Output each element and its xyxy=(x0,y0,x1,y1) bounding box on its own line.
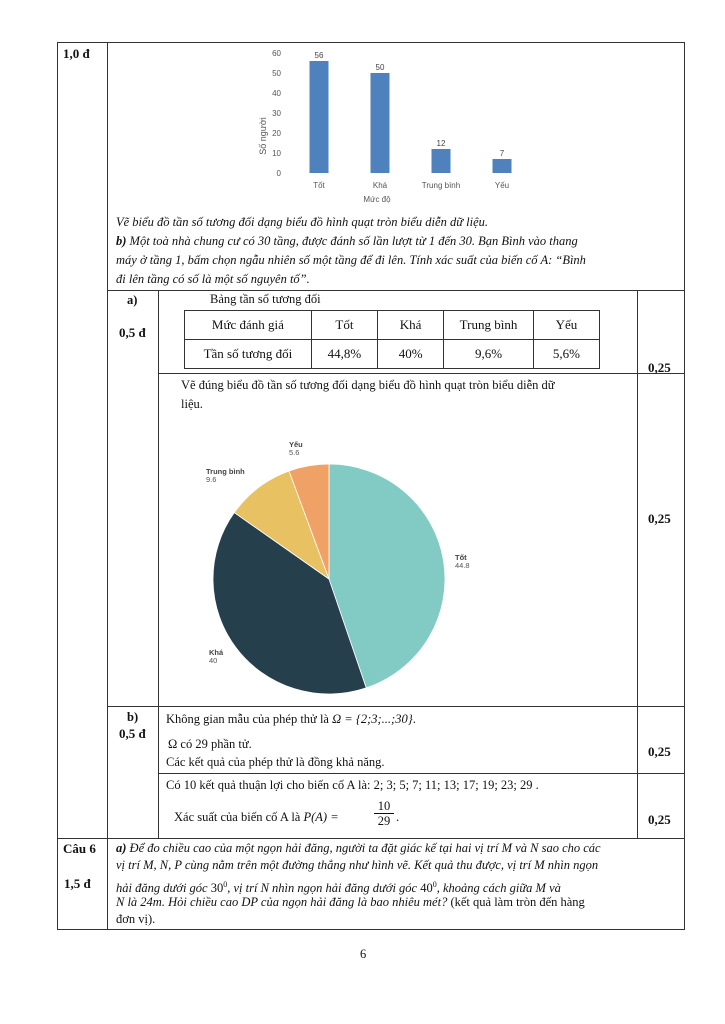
part-b-line2: máy ở tầng 1, bấm chọn ngẫu nhiên số một tầng để đi lên. Tính xác suất của biến cố A: “Bình xyxy=(116,253,586,267)
pie-label-value: 9.6 xyxy=(206,475,217,484)
part-b-text1: Một toà nhà chung cư có 30 tầng, được đánh số lần lượt từ 1 đến 30. Bạn Bình vào thang xyxy=(126,234,578,248)
freq-header-4: Yếu xyxy=(533,311,599,340)
score-pie: 0,25 xyxy=(648,511,671,526)
cau6-line1 xyxy=(116,841,601,856)
answer-b-line5-text: Xác suất của biến cố A là xyxy=(174,810,304,824)
bar-ytick-label: 20 xyxy=(272,129,281,138)
bar-ytick-label: 50 xyxy=(272,69,281,78)
freq-value-2: 40% xyxy=(378,340,444,369)
cau6-line4 xyxy=(116,895,585,910)
pie-label-value: 44.8 xyxy=(455,561,470,570)
answer-b-line1-end: . xyxy=(412,712,416,726)
pie-label-name: Tốt xyxy=(455,553,467,562)
answer-b-line2-text: có 29 phần tử. xyxy=(177,737,252,751)
score-b2: 0,25 xyxy=(648,812,671,827)
answer-b-line1-text: Không gian mẫu của phép thử là xyxy=(166,712,333,726)
bar-category-label: Khá xyxy=(372,181,388,190)
bar-value-label: 7 xyxy=(499,149,505,158)
freq-header-0: Mức đánh giá xyxy=(185,311,312,340)
answer-a-label: a) xyxy=(127,293,138,307)
part-b-line1 xyxy=(116,234,578,249)
bar-chart-yticks xyxy=(272,49,281,178)
freq-value-4: 5,6% xyxy=(533,340,599,369)
angle-30-deg: 0 xyxy=(223,880,228,889)
freq-value-3: 9,6% xyxy=(444,340,534,369)
row1-score: 1,0 đ xyxy=(63,46,90,61)
pie-label-value: 5.6 xyxy=(289,448,300,457)
border-bottom xyxy=(57,929,685,930)
bar-ytick-label: 30 xyxy=(272,109,281,118)
angle-40 xyxy=(420,881,437,895)
fraction-numerator: 10 xyxy=(377,799,391,813)
fraction-denominator: 29 xyxy=(377,814,391,828)
bar-category-label: Tốt xyxy=(313,181,325,190)
border-top xyxy=(57,42,685,43)
bar-ytick-label: 60 xyxy=(272,49,281,58)
border-left xyxy=(57,42,58,930)
freq-table-title: Bảng tần số tương đối xyxy=(210,292,321,306)
row-divider-cau6 xyxy=(57,838,685,839)
answer-b-line4: Có 10 kết quả thuận lợi cho biến cố A là: 2; 3; 5; 7; 11; 13; 17; 19; 23; 29 . xyxy=(166,778,539,792)
bar-chart xyxy=(250,44,530,204)
omega-symbol: Ω xyxy=(168,737,178,751)
pie-chart xyxy=(195,438,485,703)
freq-header-3: Trung bình xyxy=(444,311,534,340)
bar-3 xyxy=(493,159,512,173)
angle-30-value: 30 xyxy=(210,881,224,896)
probability-lhs: P(A) = xyxy=(303,810,339,824)
answer-a-points: 0,5 đ xyxy=(119,325,146,340)
probability-fraction xyxy=(374,799,394,828)
sample-space-math: Ω = {2;3;...;30} xyxy=(332,712,413,726)
cau6-line4-text: N là 24m. Hỏi chiều cao DP của ngọn hải đăng là bao nhiêu mét? xyxy=(116,895,448,909)
bar-chart-ylabel: Số người xyxy=(258,117,268,155)
cau6-line4-note: (kết quả làm tròn đến hàng xyxy=(447,895,585,909)
instruction-a: Vẽ biểu đồ tần số tương đối dạng biểu đồ hình quạt tròn biểu diễn dữ liệu. xyxy=(116,215,489,229)
freq-table-header-row xyxy=(185,311,600,340)
bar-2 xyxy=(432,149,451,173)
bar-value-label: 50 xyxy=(375,63,385,72)
bar-ytick-label: 40 xyxy=(272,89,281,98)
row-divider-b-inner xyxy=(158,773,685,774)
answer-b-line1 xyxy=(166,712,416,727)
pie-instruction-line1: Vẽ đúng biểu đồ tần số tương đối dạng biểu đồ hình quạt tròn biểu diễn dữ xyxy=(181,378,555,392)
answer-b-line3: Các kết quả của phép thử là đồng khả năng. xyxy=(166,755,385,769)
pie-label-name: Trung bình xyxy=(206,467,245,476)
bar-category-label: Trung bình xyxy=(421,181,461,190)
cau6-line2: vị trí M, N, P cùng nằm trên một đường thẳng như hình vẽ. Kết quả thu được, vị trí M nhìn ngọn xyxy=(116,858,599,872)
freq-header-1: Tốt xyxy=(311,311,377,340)
row-divider-b xyxy=(107,706,685,707)
bar-1 xyxy=(371,73,390,173)
row-divider-a-inner xyxy=(158,373,685,374)
bar-category-label: Yếu xyxy=(494,181,510,190)
freq-value-1: 44,8% xyxy=(311,340,377,369)
cau6-title: Câu 6 xyxy=(63,841,96,856)
pie-instruction-line2: liệu. xyxy=(181,397,203,411)
pie-label-name: Khá xyxy=(209,648,224,657)
bar-value-label: 56 xyxy=(314,51,324,60)
bar-chart-xlabel: Mức độ xyxy=(363,195,391,204)
part-b-label: b) xyxy=(116,234,127,248)
row-divider-a xyxy=(107,290,685,291)
score-b1: 0,25 xyxy=(648,744,671,759)
answer-b-label: b) xyxy=(127,710,139,724)
page-number: 6 xyxy=(360,947,367,961)
col-divider-1 xyxy=(107,42,108,930)
freq-value-0: Tần số tương đối xyxy=(185,340,312,369)
bar-ytick-label: 0 xyxy=(276,169,281,178)
answer-b-points: 0,5 đ xyxy=(119,726,146,741)
bar-0 xyxy=(310,61,329,173)
answer-b-line2 xyxy=(168,737,252,752)
freq-table xyxy=(184,310,600,369)
answer-b-line5 xyxy=(174,810,339,825)
cau6-part-label: a) xyxy=(116,841,127,855)
pie-label-value: 40 xyxy=(209,656,218,665)
answer-b-line5-end: . xyxy=(396,810,400,824)
score-table: 0,25 xyxy=(648,360,671,375)
cau6-points: 1,5 đ xyxy=(64,876,91,891)
cau6-line1-text: Để đo chiều cao của một ngọn hải đăng, người ta đặt giác kế tại hai vị trí M và N sao cho các xyxy=(126,841,601,855)
part-b-line3: đi lên tầng có số là một số nguyên tố”. xyxy=(116,272,310,286)
freq-table-value-row xyxy=(185,340,600,369)
freq-header-2: Khá xyxy=(378,311,444,340)
angle-40-value: 40 xyxy=(420,881,433,896)
angle-30 xyxy=(211,881,228,895)
cau6-line3-b: , vị trí N nhìn ngọn hải đăng dưới góc xyxy=(227,881,421,896)
bar-value-label: 12 xyxy=(436,139,446,148)
cau6-line3-a: hải đăng dưới góc xyxy=(116,881,211,896)
angle-40-deg: 0 xyxy=(432,880,437,889)
pie-label-name: Yếu xyxy=(289,440,303,449)
border-right xyxy=(684,42,685,930)
cau6-line5: đơn vị). xyxy=(116,912,156,926)
cau6-line3 xyxy=(116,877,561,896)
bar-ytick-label: 10 xyxy=(272,149,281,158)
cau6-line3-c: , khoảng cách giữa M và xyxy=(436,881,561,896)
